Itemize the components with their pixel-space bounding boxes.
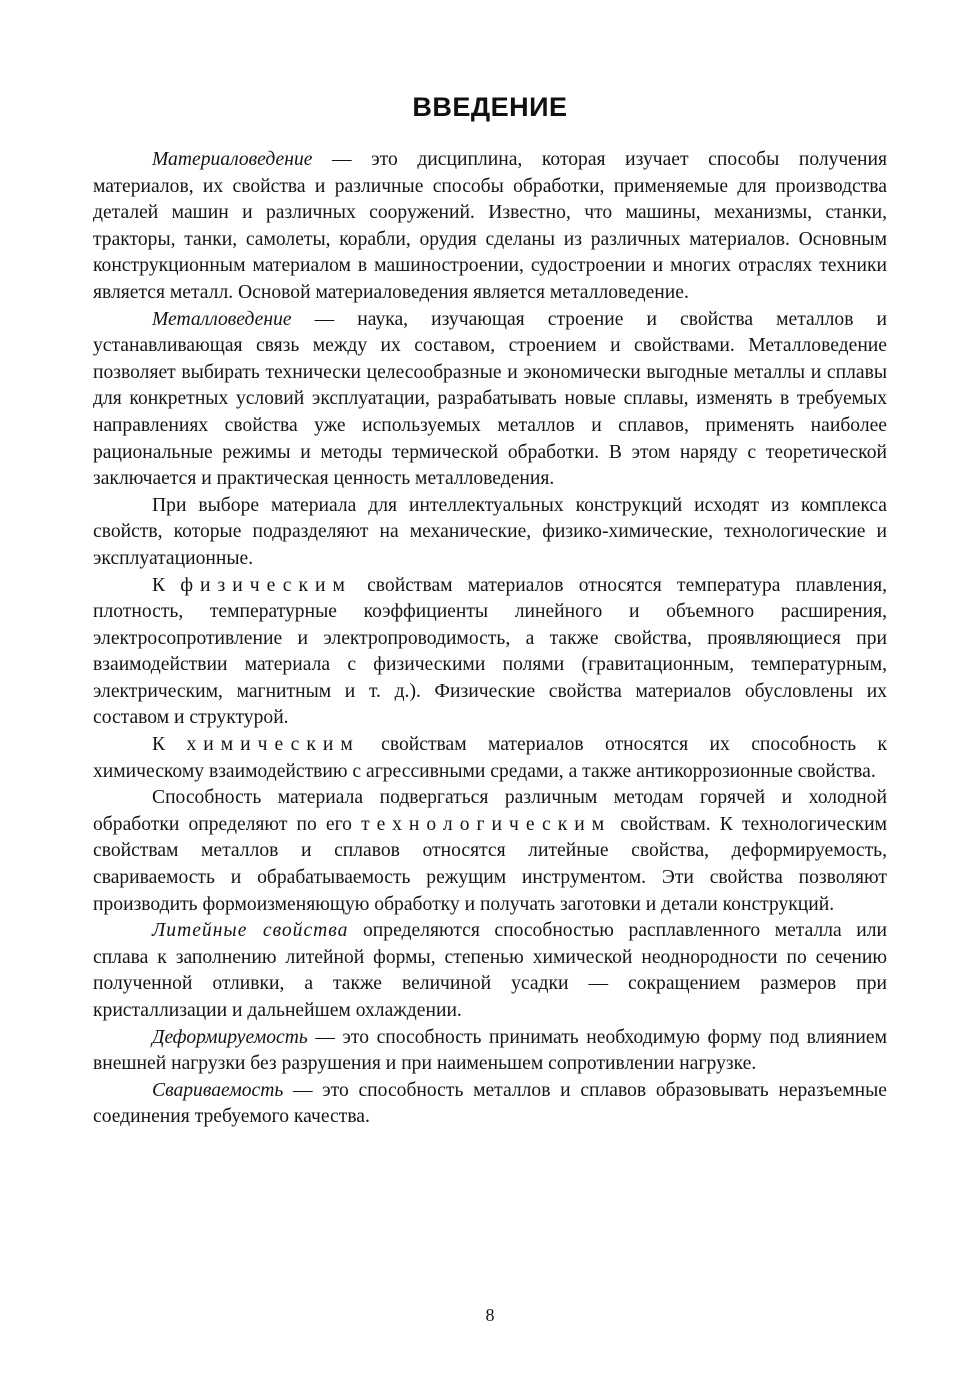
- paragraph-text: — это дисциплина, которая изучает способы получения материалов, их свойства и различные способы обработки, применяемые для производства деталей машин и различных сооружений. Известно, что машины, механизмы, станки, тракторы, танки, самолеты, корабли, орудия сделаны из различных материалов. Основным конструкционным материалом в машиностроении, судостроении и многих отраслях техники является металл. Основой материаловедения является металловедение.: [93, 149, 887, 303]
- paragraph-chemical-properties: [93, 732, 887, 785]
- term-weldability: Свариваемость: [152, 1079, 284, 1101]
- paragraph-technological-properties: [93, 785, 887, 918]
- term-physical: физическим: [180, 574, 352, 596]
- term-deformability: Деформируемость: [152, 1026, 308, 1048]
- page-number: 8: [485, 1305, 495, 1325]
- paragraph-text: определяются способностью расплавленного металла или сплава к заполнению литейной формы, степенью химической неоднородности по сечению полученной отливки, а также величиной усадки — сокращением размеров при кристаллизации и дальнейшем охлаждении.: [93, 920, 887, 1021]
- page-title: ВВЕДЕНИЕ: [412, 92, 568, 122]
- paragraph-text: При выборе материала для интеллектуальных конструкций исходят из комплекса свойств, которые подразделяют на механические, физико-химические, технологические и эксплуатационные.: [93, 494, 887, 569]
- paragraph-text: — это способность металлов и сплавов образовывать неразъемные соединения требуемого качества.: [93, 1079, 887, 1128]
- paragraph-deformability: [93, 1025, 887, 1078]
- paragraph-prefix: К: [152, 574, 181, 596]
- paragraph-casting-properties: [93, 918, 887, 1024]
- paragraph-metallurgy: [93, 307, 887, 493]
- paragraph-text: — наука, изучающая строение и свойства металлов и устанавливающая связь между их составом, строением и свойствами. Металловедение позволяет выбирать технически целесообразные и экономически выгодные металлы и сплавы для конкретных условий эксплуатации, разрабатывать новые сплавы, изменять в требуемых направлениях свойства уже используемых металлов и сплавов, применять наиболее рациональные режимы и методы термической обработки. В этом наряду с теоретической заключается и практическая ценность металловедения.: [93, 308, 887, 490]
- paragraph-prefix: К: [152, 734, 187, 756]
- term-materials-science: Материаловедение: [152, 149, 313, 170]
- term-chemical: химическим: [186, 734, 360, 756]
- paragraph-material-choice: [93, 493, 887, 573]
- paragraph-text: свойствам. К технологическим свойствам металлов и сплавов относятся литейные свойства, деформируемость, свариваемость и обрабатываемость режущим инструментом. Эти свойства позволяют производить формоизменяющую обработку и получать заготовки и детали конструкций.: [93, 813, 888, 915]
- paragraph-text: свойствам материалов относятся температура плавления, плотность, температурные коэффициенты линейного и объемного расширения, электросопротивление и электропроводимость, а также свойства, проявляющиеся при взаимодействии материала с физическими полями (гравитационным, температурным, электрическим, магнитным и т. д.). Физические свойства материалов обусловлены их составом и структурой.: [93, 574, 888, 729]
- document-body: [93, 147, 887, 1131]
- paragraph-prefix: Способность материала подвергаться различным методам горячей и холодной обработки определяют по его: [93, 787, 887, 835]
- paragraph-materials-science: [93, 147, 887, 307]
- paragraph-physical-properties: [93, 573, 887, 733]
- term-technological: технологическим: [361, 813, 612, 835]
- paragraph-text: свойствам материалов относятся их способность к химическому взаимодействию с агрессивными средами, а также антикоррозионные свойства.: [93, 734, 887, 782]
- paragraph-weldability: [93, 1078, 887, 1131]
- paragraph-text: — это способность принимать необходимую форму под влиянием внешней нагрузки без разрушения и при наименьшем сопротивлении нагрузке.: [93, 1026, 887, 1075]
- term-metallurgy: Металловедение: [152, 308, 292, 330]
- term-casting-properties: Литейные свойства: [152, 920, 349, 942]
